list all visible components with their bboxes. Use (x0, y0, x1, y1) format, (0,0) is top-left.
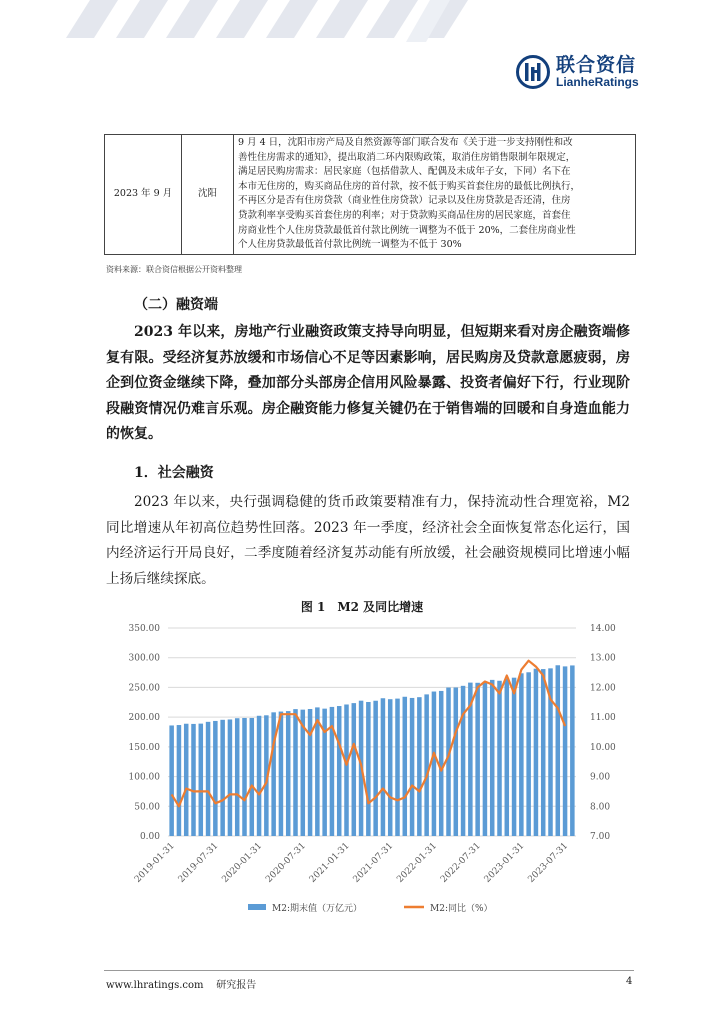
x-tick-label: 2019-01-31 (133, 841, 177, 885)
policy-line: 不再区分是否有住房贷款（商业性住房贷款）记录以及住房贷款是否还清，住房 (238, 195, 571, 207)
footer-website-link[interactable]: www.lhratings.com (106, 980, 204, 991)
m2-bar (169, 725, 174, 836)
m2-bar (497, 681, 502, 836)
m2-chart (112, 614, 616, 920)
m2-bar (519, 673, 524, 836)
y-left-tick-label: 350.00 (128, 624, 160, 634)
policy-line: 房商业性个人住房贷款最低首付款比例统一调整为不低于 20%，二套住房商业性 (238, 224, 576, 236)
y-right-tick-label: 13.00 (590, 653, 616, 664)
m2-bar (483, 682, 488, 836)
m2-bar (446, 688, 451, 836)
table-row (105, 135, 636, 255)
m2-bar (388, 699, 393, 836)
policy-line: 善性住房需求的通知》，提出取消二环内限购政策，取消住房销售限制年限规定， (238, 151, 576, 163)
m2-bar (373, 701, 378, 836)
m2-bar (534, 669, 539, 836)
m2-bar (410, 698, 415, 836)
x-tick-label: 2021-07-31 (351, 841, 396, 885)
m2-bar (352, 703, 357, 836)
m2-bar (191, 724, 196, 836)
paragraph-body: 2023 年以来，央行强调稳健的货币政策要精准有力，保持流动性合理宽裕，M2 同比增速从年初高位趋势性回落。2023 年一季度，经济社会全面恢复常态化运行，国内经济运行开局良好，二季度随着经济复苏动能有所放缓，社会融资规模同比增速小幅上扬后继续探底。 (106, 494, 630, 587)
table-cell-city: 沈阳 (182, 135, 234, 255)
y-right-tick-label: 14.00 (590, 624, 616, 634)
m2-bar (432, 692, 437, 836)
y-right-tick-label: 9.00 (590, 772, 611, 783)
m2-bar (337, 706, 342, 836)
x-tick-label: 2023-07-31 (526, 841, 571, 885)
m2-bar (228, 719, 233, 836)
figure-title: 图 1 M2 及同比增速 (300, 600, 424, 614)
m2-bar (424, 694, 429, 836)
page-number: 4 (626, 976, 633, 987)
source-note: 资料来源：联合资信根据公开资料整理 (106, 265, 242, 274)
legend-label-bar: M2:期末值（万亿元） (272, 904, 362, 914)
y-right-tick-label: 12.00 (590, 683, 616, 694)
m2-bar (556, 665, 561, 836)
m2-bar (366, 702, 371, 836)
m2-bar (505, 679, 510, 836)
m2-bar (250, 718, 255, 836)
m2-bar (541, 669, 546, 836)
footer-divider (104, 970, 634, 971)
y-left-tick-label: 300.00 (128, 653, 160, 664)
y-left-tick-label: 50.00 (134, 802, 160, 813)
m2-bar (490, 680, 495, 836)
m2-bar (271, 712, 276, 836)
x-tick-label: 2020-07-31 (264, 841, 308, 885)
policy-table (104, 134, 636, 255)
y-right-tick-label: 8.00 (590, 802, 611, 813)
brand-logo (516, 55, 639, 89)
m2-bar (220, 720, 225, 836)
m2-bar (563, 666, 568, 836)
y-right-tick-label: 7.00 (590, 832, 611, 842)
m2-bar (257, 716, 262, 836)
section-heading: （二）融资端 (134, 297, 218, 313)
m2-bar (475, 683, 480, 836)
m2-bar (286, 711, 291, 836)
m2-bar (454, 687, 459, 836)
y-left-tick-label: 250.00 (128, 683, 160, 694)
m2-bar (308, 709, 313, 836)
policy-line: 满足居民购房需求：居民家庭（包括借款人、配偶及未成年子女，下同）名下在 (238, 166, 571, 178)
y-left-tick-label: 200.00 (128, 713, 160, 724)
m2-bar (344, 704, 349, 836)
m2-bar (395, 699, 400, 836)
y-right-tick-label: 10.00 (590, 742, 616, 753)
x-tick-label: 2019-07-31 (176, 841, 221, 885)
x-tick-label: 2023-01-31 (482, 841, 527, 885)
m2-bar (293, 709, 298, 836)
m2-bar (526, 672, 531, 836)
m2-bar (403, 697, 408, 836)
x-tick-label: 2020-01-31 (220, 841, 265, 885)
table-cell-date: 2023 年 9 月 (105, 135, 182, 255)
m2-bar (242, 718, 247, 836)
header-stripes (0, 0, 724, 60)
x-tick-label: 2022-07-31 (439, 841, 483, 885)
m2-bar (213, 721, 218, 836)
m2-bar (315, 707, 320, 836)
policy-line: 本市无住房的，购买商品住房的首付款，按不低于购买首套住房的最低比例执行， (238, 180, 581, 192)
policy-line: 贷款利率享受购买首套住房的利率；对于贷款购买商品住房的居民家庭，首套住 (238, 209, 571, 221)
legend-swatch-bar (248, 904, 266, 910)
policy-line: 个人住房贷款最低首付款比例统一调整为不低于 30% (238, 239, 462, 251)
m2-bar (381, 698, 386, 836)
m2-bar (199, 724, 204, 836)
m2-bar (184, 724, 189, 836)
m2-bar (512, 678, 517, 836)
subheading: 1．社会融资 (134, 465, 214, 481)
m2-bar (206, 722, 211, 836)
footer-doc-type: 研究报告 (216, 980, 257, 991)
m2-bar (417, 697, 422, 836)
table-cell-policy (234, 135, 636, 255)
y-left-tick-label: 150.00 (128, 742, 160, 753)
y-left-tick-label: 100.00 (128, 772, 160, 783)
paragraph-bold: 2023 年以来，房地产行业融资政策支持导向明显，但短期来看对房企融资端修复有限。受经济复苏放缓和市场信心不足等因素影响，居民购房及贷款意愿疲弱，房企到位资金继续下降，叠加部分头部房企信用风险暴露、投资者偏好下行，行业现阶段融资情况仍难言乐观。房企融资能力修复关键仍在于销售端的回暖和自身造血能力的恢复。 (106, 324, 630, 442)
legend-label-line: M2:同比（%） (430, 904, 493, 914)
y-right-tick-label: 11.00 (590, 713, 616, 724)
y-left-tick-label: 0.00 (139, 832, 160, 842)
m2-bar (570, 665, 575, 836)
brand-logo-icon (516, 55, 550, 89)
m2-bar (279, 712, 284, 836)
x-tick-label: 2022-01-31 (395, 841, 440, 885)
policy-line: 9 月 4 日，沈阳市房产局及自然资源等部门联合发布《关于进一步支持刚性和改 (238, 137, 573, 148)
brand-name-cn: 联合资信 (556, 54, 637, 76)
m2-bar (461, 686, 466, 836)
m2-bar (439, 691, 444, 836)
m2-bar (235, 718, 240, 836)
m2-bar (177, 725, 182, 836)
x-tick-label: 2021-01-31 (307, 841, 352, 885)
footer-left (106, 976, 256, 991)
brand-name-en: LianheRatings (556, 75, 639, 89)
